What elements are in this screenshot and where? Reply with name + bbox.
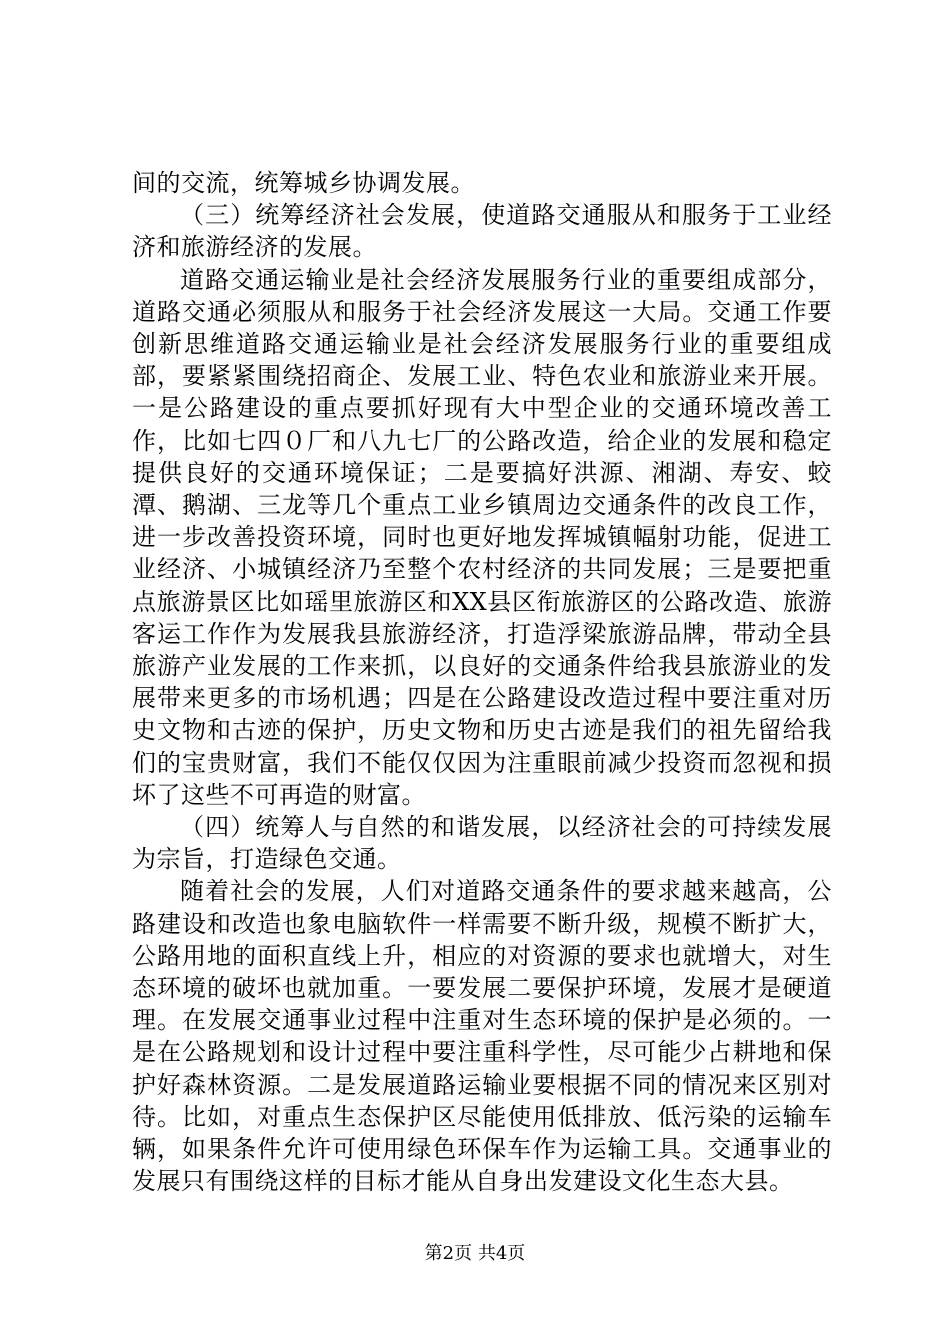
paragraph-1: 间的交流，统筹城乡协调发展。 <box>132 169 475 197</box>
paragraph-3: 道路交通运输业是社会经济发展服务行业的重要组成部分，道路交通必须服从和服务于社会经济发展这一大局。交通工作要创新思维道路交通运输业是社会经济发展服务行业的重要组成部，要紧紧围绕招商企、发展工业、特色农业和旅游业来开展。一是公路建设的重点要抓好现有大中型企业的交通环境改善工作，比如七四０厂和八九七厂的公路改造，给企业的发展和稳定提供良好的交通环境保证；二是要搞好洪源、湘湖、寿安、蛟潭、鹅湖、三龙等几个重点工业乡镇周边交通条件的改良工作，进一步改善投资环境，同时也更好地发挥城镇幅射功能，促进工业经济、小城镇经济乃至整个农村经济的共同发展；三是要把重点旅游景区比如瑶里旅游区和XX县区衔旅游区的公路改造、旅游客运工作作为发展我县旅游经济，打造浮梁旅游品牌，带动全县旅游产业发展的工作来抓，以良好的交通条件给我县旅游业的发展带来更多的市场机遇；四是在公路建设改造过程中要注重对历史文物和古迹的保护，历史文物和历史古迹是我们的祖先留给我们的宝贵财富，我们不能仅仅因为注重眼前减少投资而忽视和损坏了这些不可再造的财富。 <box>132 265 832 809</box>
paragraph-5: 随着社会的发展，人们对道路交通条件的要求越来越高，公路建设和改造也象电脑软件一样需要不断升级，规模不断扩大，公路用地的面积直线上升，相应的对资源的要求也就增大，对生态环境的破坏也就加重。一要发展二要保护环境，发展才是硬道理。在发展交通事业过程中注重对生态环境的保护是必须的。一是在公路规划和设计过程中要注重科学性，尽可能少占耕地和保护好森林资源。二是发展道路运输业要根据不同的情况来区别对待。比如，对重点生态保护区尽能使用低排放、低污染的运输车辆，如果条件允许可使用绿色环保车作为运输工具。交通事业的发展只有围绕这样的目标才能从自身出发建设文化生态大县。 <box>132 877 832 1196</box>
page-footer: 第2页 共4页 <box>424 1243 526 1264</box>
document-body <box>132 167 832 1198</box>
section-heading-4: （四）统筹人与自然的和谐发展，以经济社会的可持续发展为宗旨，打造绿色交通。 <box>132 813 832 874</box>
section-heading-3: （三）统筹经济社会发展，使道路交通服从和服务于工业经济和旅游经济的发展。 <box>132 201 832 262</box>
